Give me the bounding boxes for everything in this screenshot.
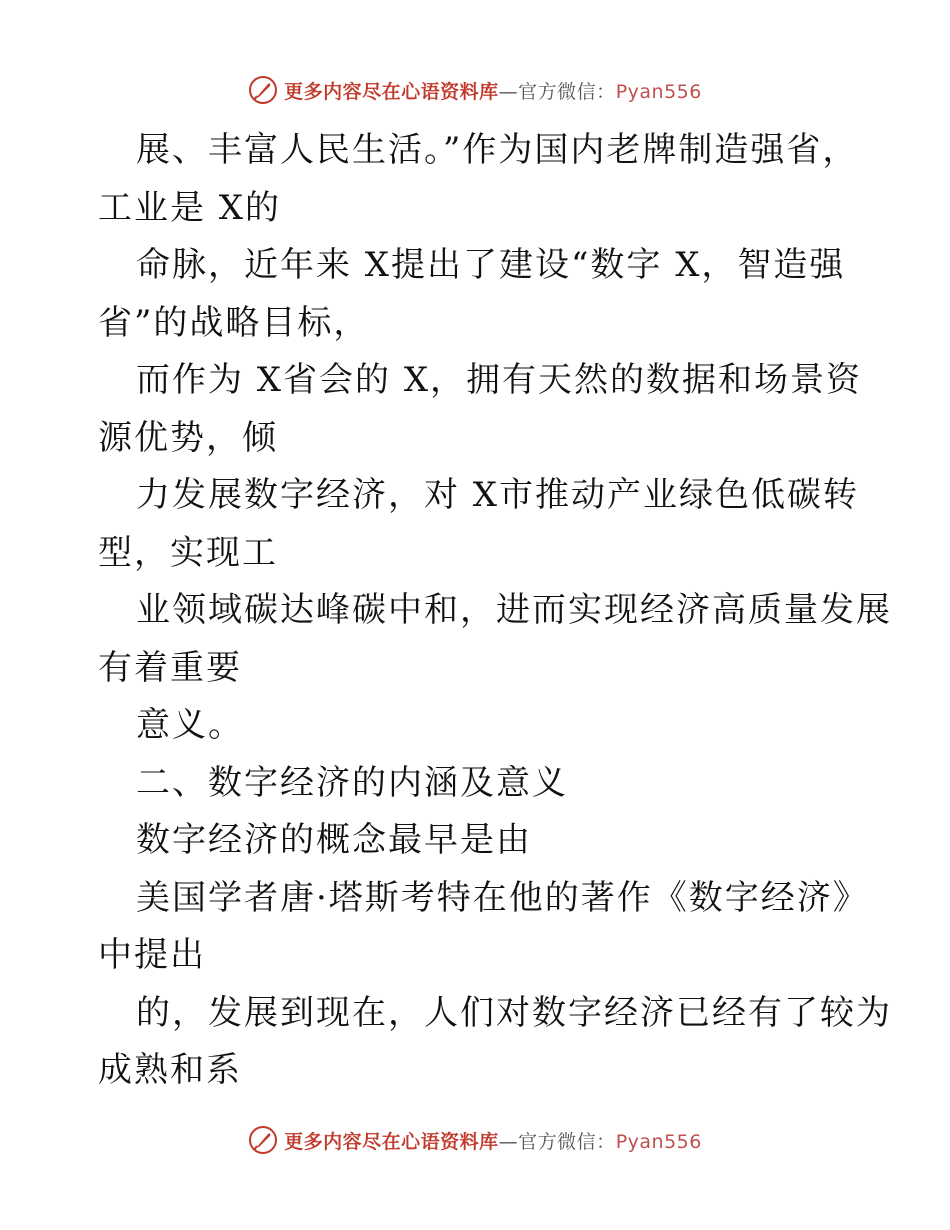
quill-pen-logo-icon — [248, 1125, 278, 1155]
paragraph-line: 而作为 X省会的 X，拥有天然的数据和场景资 — [136, 360, 863, 400]
header-watermark — [0, 72, 950, 108]
paragraph-line: 美国学者唐·塔斯考特在他的著作《数字经济》 — [136, 877, 869, 918]
paragraph-line: 命脉，近年来 X提出了建设“数字 X，智造强 — [136, 245, 846, 285]
watermark-wechat-id: Pyan556 — [615, 1130, 702, 1153]
paragraph-line: 型，实现工 — [98, 532, 278, 573]
watermark-separator: — — [498, 1130, 519, 1153]
watermark-text — [284, 77, 702, 104]
paragraph-line: 有着重要 — [98, 647, 242, 688]
paragraph-line: 展、丰富人民生活。”作为国内老牌制造强省， — [136, 130, 859, 170]
watermark-site: 更多内容尽在心语资料库 — [284, 80, 499, 103]
quill-pen-logo-icon — [248, 75, 278, 105]
paragraph-line: 的，发展到现在，人们对数字经济已经有了较为 — [136, 992, 892, 1033]
paragraph-line: 工业是 X的 — [98, 187, 282, 228]
watermark-text — [284, 1127, 702, 1154]
paragraph-line: 源优势，倾 — [98, 417, 278, 458]
paragraph-line: 省”的战略目标， — [98, 302, 370, 343]
watermark-site: 更多内容尽在心语资料库 — [284, 1130, 499, 1153]
watermark-wechat-label: 官方微信： — [518, 1130, 616, 1153]
watermark-separator: — — [498, 80, 519, 103]
section-heading: 二、数字经济的内涵及意义 — [136, 762, 568, 803]
document-body — [98, 122, 892, 1100]
watermark-wechat-label: 官方微信： — [518, 80, 616, 103]
paragraph-line: 中提出 — [98, 935, 206, 975]
footer-watermark — [0, 1122, 950, 1158]
paragraph-line: 意义。 — [136, 705, 244, 745]
paragraph-line: 成熟和系 — [98, 1050, 242, 1090]
paragraph-line: 数字经济的概念最早是由 — [136, 820, 532, 860]
paragraph-line: 力发展数字经济，对 X市推动产业绿色低碳转 — [136, 475, 860, 515]
watermark-wechat-id: Pyan556 — [615, 80, 702, 103]
paragraph-line: 业领域碳达峰碳中和，进而实现经济高质量发展 — [136, 590, 892, 630]
